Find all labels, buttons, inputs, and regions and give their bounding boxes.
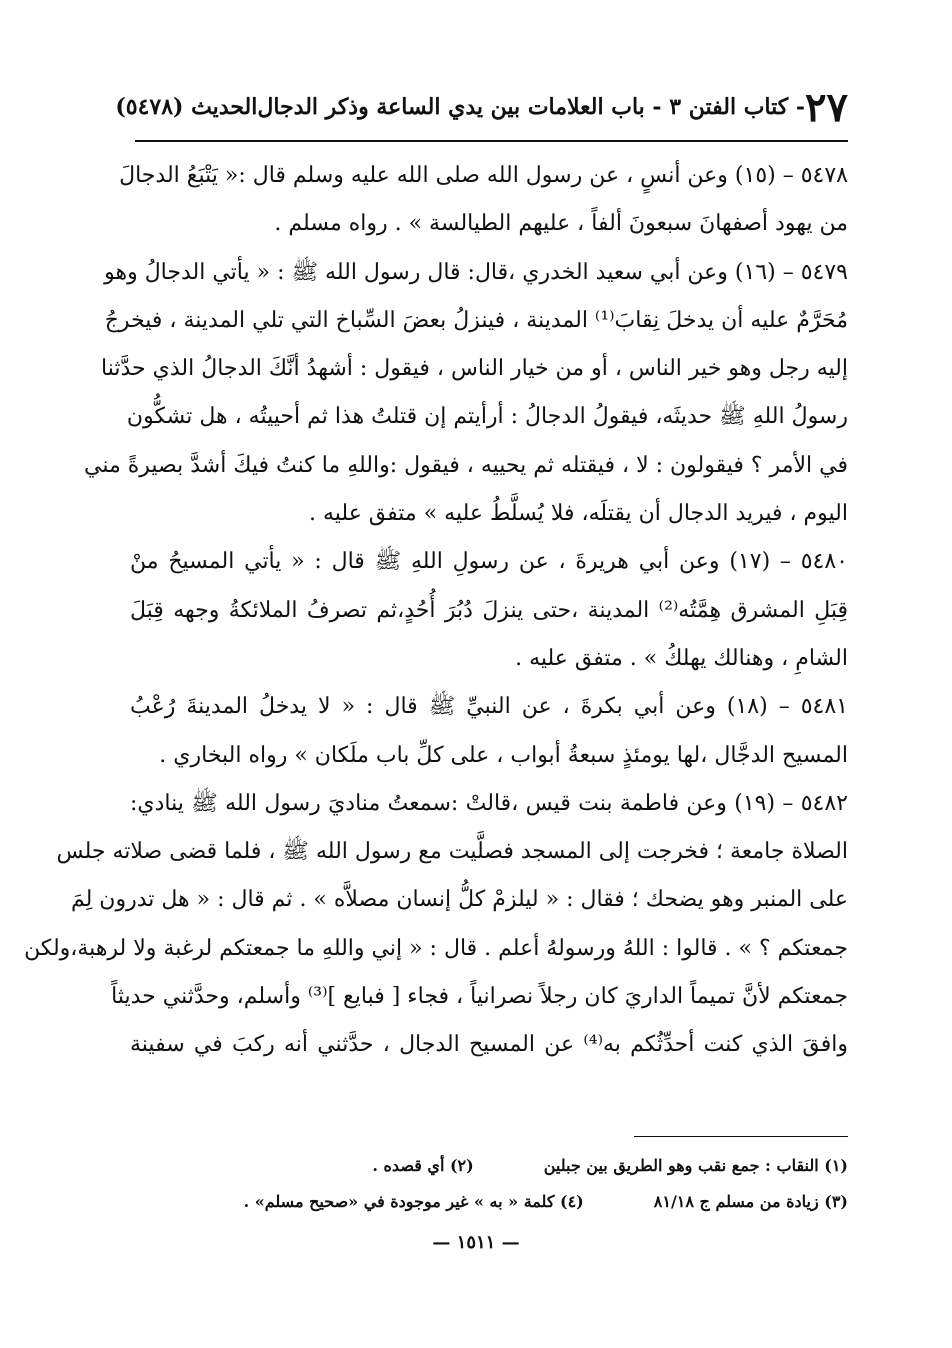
footnote-4: (٤) كلمة « به » غير موجودة في «صحيح مسلم» .	[243, 1192, 584, 1211]
text-line: إليه رجل وهو خير الناس ، أو من خيار الناس ، فيقول : أشهدُ أنَّكَ الدجالُ الذي حدَّثنا	[101, 356, 848, 382]
header-title: - كتاب الفتن ٣ - باب العلامات بين يدي الساعة وذكر الدجال	[257, 94, 806, 120]
text-line: ٥٤٧٩ – (١٦) وعن أبي سعيد الخدري ،قال: قال رسول الله ﷺ : « يأتي الدجالُ وهو	[104, 259, 848, 285]
footnote-row	[170, 1184, 848, 1220]
text-line: الصلاة جامعة ؛ فخرجت إلى المسجد فصلَّيت مع رسول الله ﷺ ، فلما قضى صلاته جلس	[56, 839, 848, 865]
text-line: ٥٤٧٨ – (١٥) وعن أنسٍ ، عن رسول الله صلى الله عليه وسلم قال :« يَتْبَعُ الدجالَ	[119, 163, 848, 188]
header-hadith-ref: الحديث (٥٤٧٨)	[115, 94, 258, 120]
text-line: رسولُ اللهِ ﷺ حديثَه، فيقولُ الدجالُ : أرأيتم إن قتلتُ هذا ثم أحييتُه ، هل تشكُّون	[126, 404, 848, 430]
page-number: — ١٥١١ —	[432, 1232, 520, 1253]
running-header	[115, 82, 848, 132]
text-line: من يهود أصفهانَ سبعونَ ألفاً ، عليهم الطيالسة » . رواه مسلم .	[274, 211, 848, 237]
footnote-3: (٣) زيادة من مسلم ج ٨١/١٨	[653, 1192, 848, 1211]
text-line: اليوم ، فيريد الدجال أن يقتلَه، فلا يُسلَّطُ عليه » متفق عليه .	[308, 501, 848, 527]
text-line: وافقَ الذي كنت أحدِّثُكم به⁽⁴⁾ عن المسيح الدجال ، حدَّثني أنه ركبَ في سفينة	[130, 1032, 848, 1058]
text-line: ٥٤٨٠ – (١٧) وعن أبي هريرةَ ، عن رسولِ اللهِ ﷺ قال : « يأتي المسيحُ منْ	[130, 549, 848, 575]
text-line: مُحَرَّمٌ عليه أن يدخلَ نِقابَ⁽¹⁾ المدينة ، فينزلُ بعضَ السِّباخ التي تلي المدينة ، فيخرجُ	[104, 307, 848, 333]
header-rule	[135, 140, 848, 142]
text-line: جمعتكم ؟ » . قالوا : اللهُ ورسولهُ أعلم . قال : « إني واللهِ ما جمعتكم لرغبة ولا لرهبة،ولكن	[24, 935, 848, 961]
footnote-rule	[634, 1136, 848, 1137]
header-page-number: ٢٧	[805, 83, 848, 131]
footnotes	[170, 1148, 848, 1220]
text-line: جمعتكم لأنَّ تميماً الداريَ كان رجلاً نصرانياً ، فجاء [ فبايع ]⁽³⁾ وأسلم، وحدَّثني حديثاً	[111, 984, 848, 1010]
text-line: ٥٤٨٢ – (١٩) وعن فاطمة بنت قيس ،قالتْ :سمعتُ مناديَ رسول الله ﷺ ينادي:	[130, 790, 848, 816]
text-line: قِبَلِ المشرق هِمَّتُه⁽²⁾ المدينة ،حتى ينزلَ دُبُرَ أُحُدٍ،ثم تصرفُ الملائكةُ وجهه قِبَلَ	[130, 597, 849, 623]
text-line: ٥٤٨١ – (١٨) وعن أبي بكرةَ ، عن النبيِّ ﷺ قال : « لا يدخلُ المدينةَ رُعْبُ	[130, 694, 848, 720]
text-line: على المنبر وهو يضحك ؛ فقال : « ليلزمْ كلُّ إنسان مصلاَّه » . ثم قال : « هل تدرون لِمَ	[70, 887, 848, 913]
text-line: المسيح الدجَّال ،لها يومئذٍ سبعةُ أبواب ، على كلِّ باب ملَكان » رواه البخاري .	[159, 742, 848, 768]
hadith-text	[24, 152, 849, 1070]
footnote-2: (٢) أي قصده .	[372, 1156, 474, 1175]
footnote-row	[170, 1148, 848, 1184]
footnote-1: (١) النقاب : جمع نقب وهو الطريق بين جبلين	[543, 1156, 848, 1175]
text-line: الشامِ ، وهنالك يهلكُ » . متفق عليه .	[515, 645, 848, 671]
text-line: في الأمر ؟ فيقولون : لا ، فيقتله ثم يحييه ، فيقول :واللهِ ما كنتُ فيكَ أشدَّ بصيرةً مني	[83, 452, 848, 478]
